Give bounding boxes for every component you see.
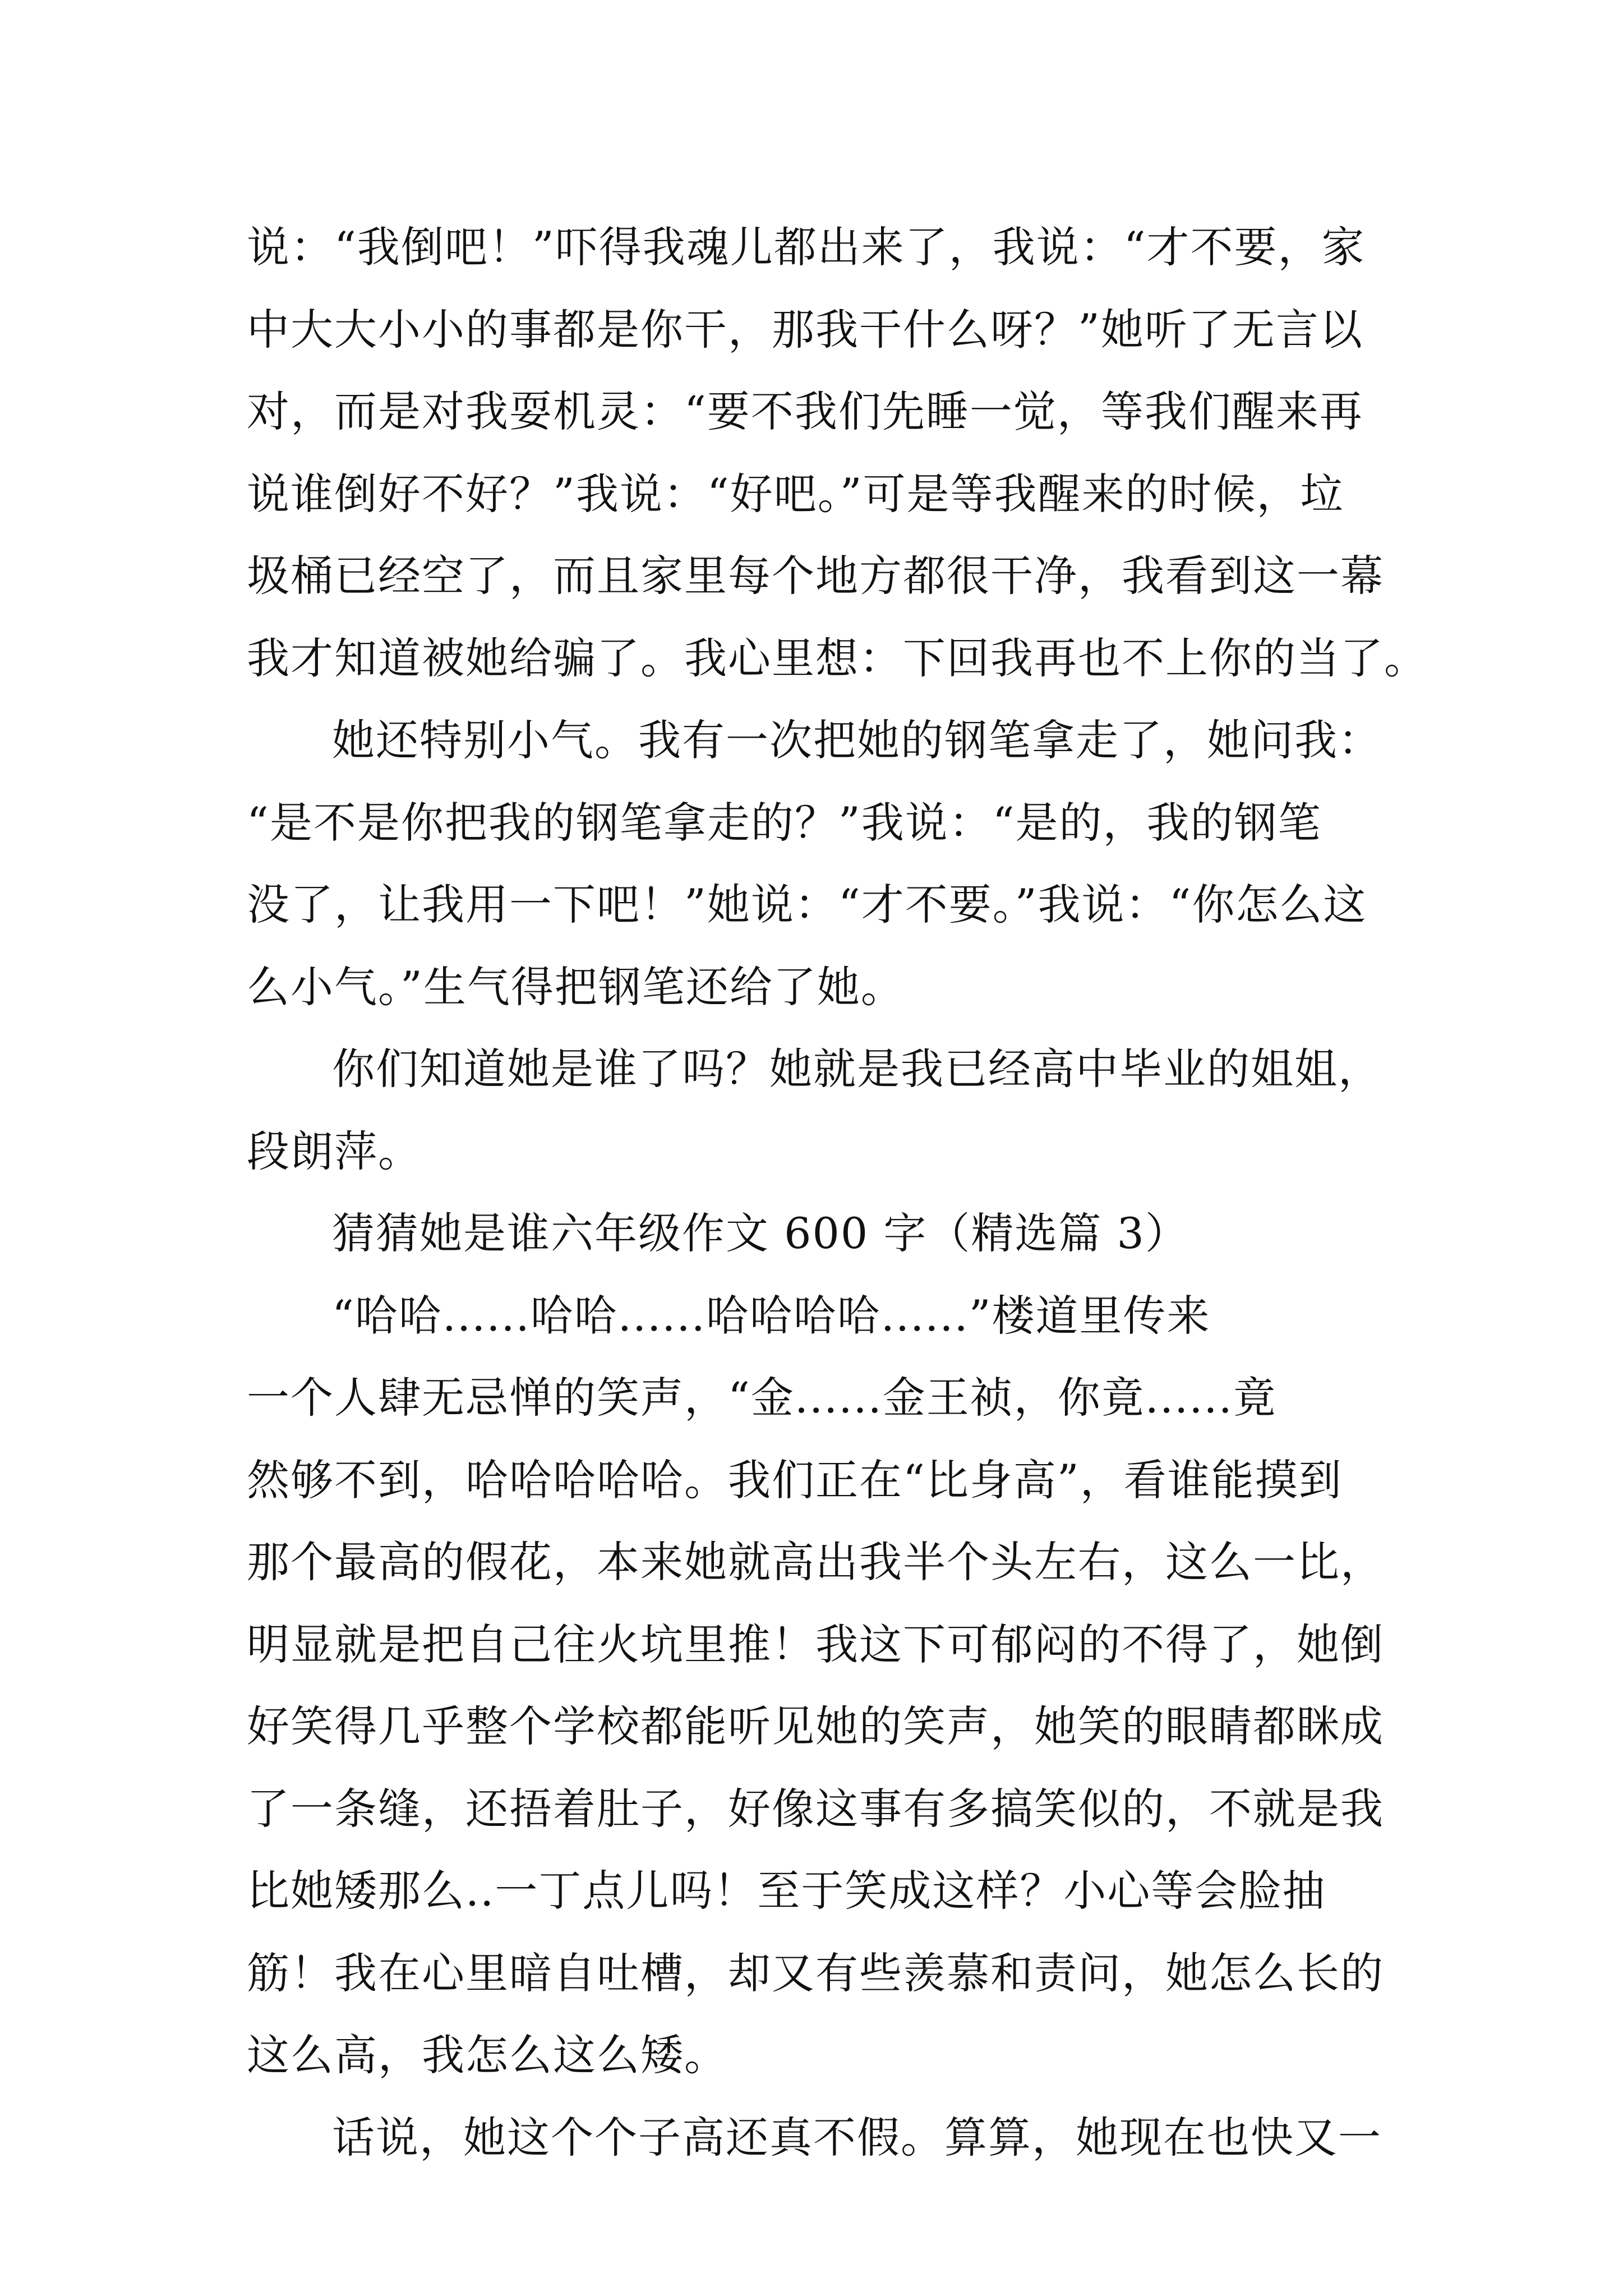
text-line: 那个最高的假花，本来她就高出我半个头左右，这么一比，: [247, 1537, 1384, 1587]
text-line: 了一条缝，还捂着肚子，好像这事有多搞笑似的，不就是我: [247, 1783, 1384, 1834]
paragraph-start-line: 她还特别小气。我有一次把她的钢笔拿走了，她问我：: [332, 715, 1382, 765]
text-line: 然够不到，哈哈哈哈哈。我们正在“比身高”，看谁能摸到: [247, 1455, 1343, 1505]
text-line: 这么高，我怎么这么矮。: [247, 2030, 728, 2080]
text-line: 我才知道被她给骗了。我心里想：下回我再也不上你的当了。: [247, 633, 1428, 683]
paragraph-start-line: 话说，她这个个子高还真不假。算算，她现在也快又一: [332, 2112, 1382, 2162]
text-line: 说：“我倒吧！”吓得我魂儿都出来了，我说：“才不要，家: [247, 222, 1366, 272]
text-line: 筋！我在心里暗自吐槽，却又有些羡慕和责问，她怎么长的: [247, 1948, 1384, 1998]
section-heading: 猜猜她是谁六年级作文 600 字（精选篇 3）: [332, 1208, 1189, 1258]
text-line: 么小气。”生气得把钢笔还给了她。: [247, 961, 905, 1012]
text-line: 一个人肆无忌惮的笑声，“金......金王祯，你竟......竟: [247, 1373, 1277, 1423]
text-line: “是不是你把我的钢笔拿走的？”我说：“是的，我的钢笔: [247, 797, 1322, 848]
text-line: 圾桶已经空了，而且家里每个地方都很干净，我看到这一幕: [247, 551, 1384, 601]
text-line: 比她矮那么..一丁点儿吗！至于笑成这样？小心等会脸抽: [247, 1866, 1326, 1916]
text-line: 段朗萍。: [247, 1126, 422, 1176]
text-line: 明显就是把自己往火坑里推！我这下可郁闷的不得了，她倒: [247, 1619, 1384, 1669]
body-text: [247, 206, 1428, 2179]
paragraph-start-line: 你们知道她是谁了吗？她就是我已经高中毕业的姐姐，: [332, 1044, 1382, 1094]
text-line: 没了，让我用一下吧！”她说：“才不要。”我说：“你怎么这: [247, 880, 1367, 930]
paragraph-start-line: “哈哈......哈哈......哈哈哈哈......”楼道里传来: [332, 1290, 1211, 1341]
text-line: 中大大小小的事都是你干，那我干什么呀？”她听了无言以: [247, 304, 1363, 355]
text-line: 说谁倒好不好？”我说：“好吧。”可是等我醒来的时候，垃: [247, 468, 1344, 519]
text-line: 对，而是对我耍机灵：“要不我们先睡一觉，等我们醒来再: [247, 386, 1363, 436]
text-line: 好笑得几乎整个学校都能听见她的笑声，她笑的眼睛都眯成: [247, 1701, 1384, 1751]
